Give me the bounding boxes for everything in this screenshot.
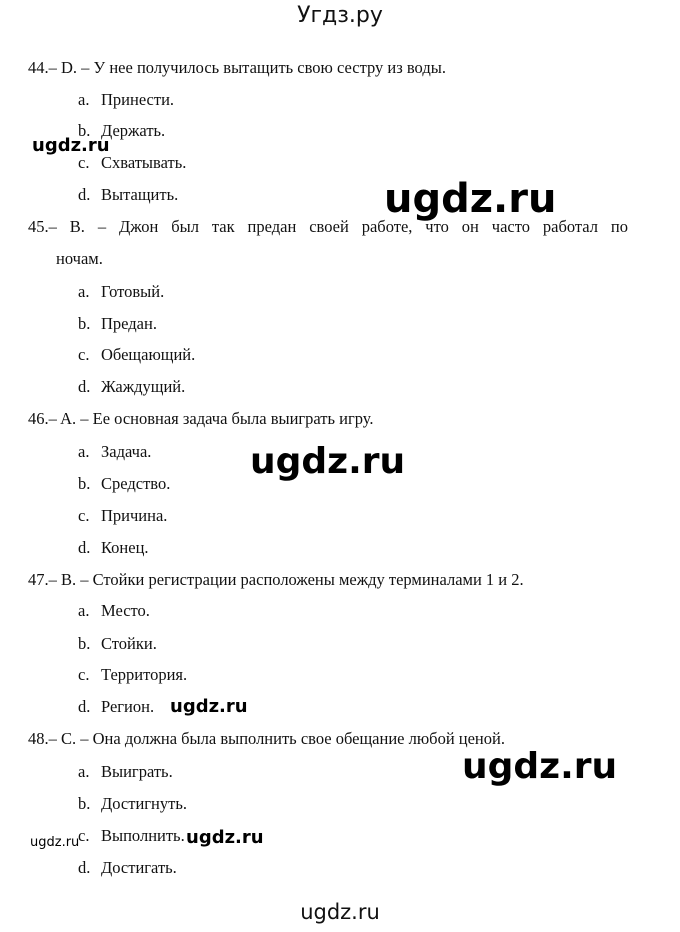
option-48-a bbox=[78, 762, 173, 782]
option-letter: d. bbox=[78, 697, 91, 716]
option-48-d bbox=[78, 858, 177, 878]
option-letter: a. bbox=[78, 90, 90, 109]
option-47-c bbox=[78, 665, 187, 685]
question-48 bbox=[28, 729, 505, 749]
option-text: Территория. bbox=[101, 665, 188, 684]
page-header: Угдз.ру bbox=[297, 3, 383, 28]
option-text: Выполнить. bbox=[101, 826, 185, 845]
option-46-b bbox=[78, 474, 170, 494]
question-number: 48. bbox=[28, 729, 49, 748]
option-48-b bbox=[78, 794, 187, 814]
question-text: – D. – У нее получилось вытащить свою сестру из воды. bbox=[48, 58, 446, 77]
option-text: Стойки. bbox=[101, 634, 157, 653]
option-text: Держать. bbox=[101, 121, 166, 140]
question-number: 46. bbox=[28, 409, 49, 428]
page-footer: ugdz.ru bbox=[300, 900, 380, 924]
option-letter: a. bbox=[78, 442, 90, 461]
question-number: 47. bbox=[28, 570, 49, 589]
option-44-d bbox=[78, 185, 178, 205]
option-47-a bbox=[78, 601, 150, 621]
watermark: ugdz.ru bbox=[186, 827, 264, 848]
option-text: Причина. bbox=[101, 506, 168, 525]
watermark: ugdz.ru bbox=[250, 441, 406, 482]
option-letter: b. bbox=[78, 634, 91, 653]
option-letter: a. bbox=[78, 282, 90, 301]
option-text: Вытащить. bbox=[101, 185, 179, 204]
option-text: Средство. bbox=[101, 474, 171, 493]
option-text: Достигнуть. bbox=[101, 794, 187, 813]
option-text: Регион. bbox=[101, 697, 155, 716]
option-letter: c. bbox=[78, 665, 90, 684]
question-number: 44. bbox=[28, 58, 49, 77]
watermark: ugdz.ru bbox=[30, 835, 80, 850]
option-44-a bbox=[78, 90, 174, 110]
option-text: Предан. bbox=[101, 314, 157, 333]
option-letter: a. bbox=[78, 601, 90, 620]
option-letter: b. bbox=[78, 121, 91, 140]
question-44 bbox=[28, 58, 446, 78]
option-letter: b. bbox=[78, 794, 91, 813]
option-text: Достигать. bbox=[101, 858, 177, 877]
option-text: Выиграть. bbox=[101, 762, 173, 781]
option-45-a bbox=[78, 282, 164, 302]
option-text: Схватывать. bbox=[101, 153, 187, 172]
option-47-d bbox=[78, 697, 154, 717]
option-letter: b. bbox=[78, 314, 91, 333]
question-text: – B. – Стойки регистрации расположены между терминалами 1 и 2. bbox=[48, 570, 524, 589]
option-46-a bbox=[78, 442, 151, 462]
option-45-c bbox=[78, 345, 195, 365]
option-letter: c. bbox=[78, 153, 90, 172]
watermark: ugdz.ru bbox=[462, 746, 618, 787]
option-text: Место. bbox=[101, 601, 150, 620]
option-47-b bbox=[78, 634, 157, 654]
option-letter: c. bbox=[78, 345, 90, 364]
question-text: – C. – Она должна была выполнить свое обещание любой ценой. bbox=[48, 729, 505, 748]
option-46-c bbox=[78, 506, 167, 526]
option-letter: b. bbox=[78, 474, 91, 493]
option-text: Конец. bbox=[101, 538, 149, 557]
watermark: ugdz.ru bbox=[32, 135, 110, 156]
option-letter: c. bbox=[78, 826, 90, 845]
option-44-c bbox=[78, 153, 186, 173]
question-text: – B. – Джон был так предан своей работе, что он часто работал по bbox=[48, 217, 628, 236]
option-text: Принести. bbox=[101, 90, 175, 109]
option-text: Жаждущий. bbox=[101, 377, 186, 396]
question-number: 45. bbox=[28, 217, 49, 236]
option-letter: c. bbox=[78, 506, 90, 525]
option-letter: d. bbox=[78, 858, 91, 877]
watermark: ugdz.ru bbox=[170, 696, 248, 717]
question-text: – A. – Ее основная задача была выиграть игру. bbox=[48, 409, 374, 428]
option-letter: d. bbox=[78, 377, 91, 396]
option-letter: d. bbox=[78, 538, 91, 557]
option-45-b bbox=[78, 314, 157, 334]
option-46-d bbox=[78, 538, 149, 558]
option-letter: a. bbox=[78, 762, 90, 781]
option-text: Готовый. bbox=[101, 282, 165, 301]
question-45-continuation: ночам. bbox=[56, 249, 103, 268]
question-46 bbox=[28, 409, 374, 429]
watermark: ugdz.ru bbox=[384, 176, 557, 222]
option-letter: d. bbox=[78, 185, 91, 204]
option-45-d bbox=[78, 377, 185, 397]
option-text: Обещающий. bbox=[101, 345, 196, 364]
option-48-c bbox=[78, 826, 185, 846]
option-text: Задача. bbox=[101, 442, 152, 461]
question-47 bbox=[28, 570, 524, 590]
